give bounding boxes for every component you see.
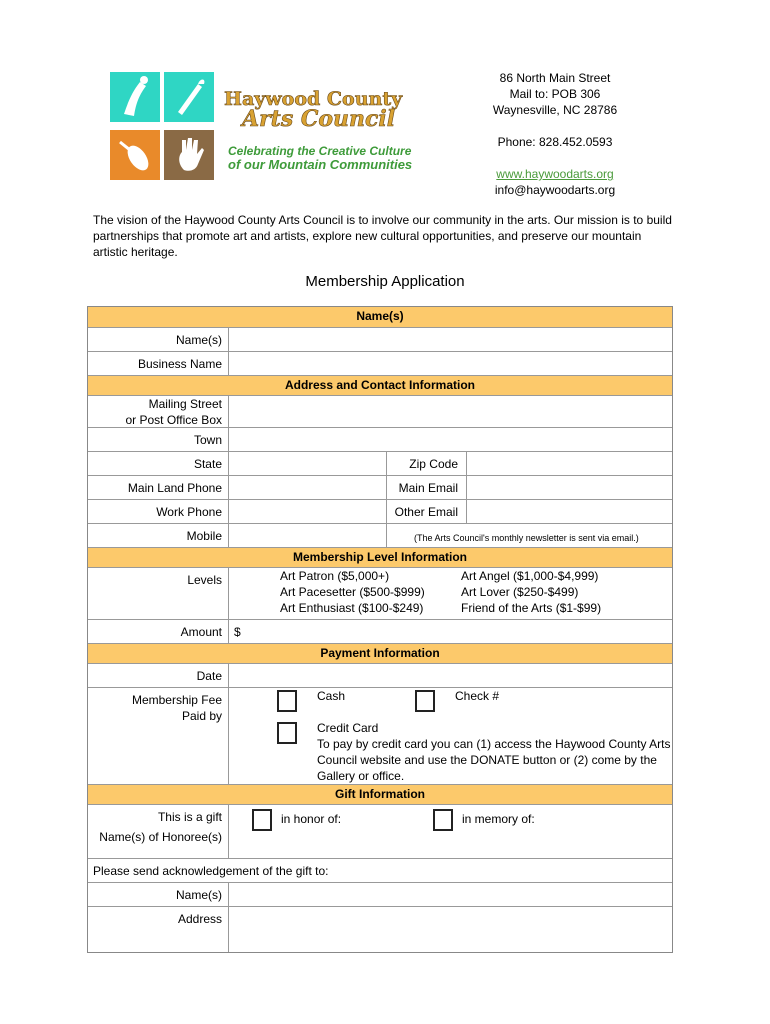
main-email-field[interactable]	[467, 476, 672, 499]
business-name-field[interactable]	[229, 352, 672, 375]
handprint-tile-icon	[164, 130, 214, 180]
names-header: Name(s)	[88, 307, 672, 327]
honor-checkbox[interactable]	[252, 809, 272, 831]
tagline: Celebrating the Creative Culture of our Mountain Communities	[228, 144, 413, 172]
mobile-field[interactable]	[229, 524, 386, 547]
level-art-angel[interactable]: Art Angel ($1,000-$4,999)	[461, 569, 599, 583]
mailing-street-field[interactable]	[229, 396, 672, 427]
page-title: Membership Application	[305, 273, 465, 290]
vision-statement: The vision of the Haywood County Arts Council is to involve our community in the arts. Our mission is to build partnerships that promote art and artists, explore new cultural opportunities, and preserve our mountain artistic heritage.	[93, 213, 672, 259]
level-header: Membership Level Information	[88, 547, 672, 567]
payment-header: Payment Information	[88, 643, 672, 663]
level-friend-of-arts[interactable]: Friend of the Arts ($1-$99)	[461, 601, 602, 615]
cash-checkbox[interactable]	[277, 690, 297, 712]
level-art-enthusiast[interactable]: Art Enthusiast ($100-$249)	[280, 601, 424, 615]
contact-block: 86 North Main Street Mail to: POB 306 Waynesville, NC 28786 Phone: 828.452.0593 www.haywoodarts.org info@haywoodarts.org	[470, 70, 640, 198]
level-art-patron[interactable]: Art Patron ($5,000+)	[280, 569, 390, 583]
paintbrush-tile-icon	[164, 72, 214, 122]
credit-card-checkbox[interactable]	[277, 722, 297, 744]
amount-field[interactable]: $	[234, 625, 241, 639]
town-field[interactable]	[229, 428, 672, 451]
phone: Phone: 828.452.0593	[497, 135, 613, 149]
newsletter-note: (The Arts Council's monthly newsletter is sent via email.)	[414, 533, 639, 543]
level-art-lover[interactable]: Art Lover ($250-$499)	[461, 585, 579, 599]
gift-header: Gift Information	[88, 784, 672, 804]
email[interactable]: info@haywoodarts.org	[494, 183, 616, 197]
dancer-tile-icon	[110, 72, 160, 122]
level-art-pacesetter[interactable]: Art Pacesetter ($500-$999)	[280, 585, 425, 599]
website-link[interactable]: www.haywoodarts.org	[496, 167, 614, 181]
ack-address-field[interactable]	[229, 907, 672, 952]
org-name: Haywood County Arts Council	[224, 88, 403, 132]
memory-checkbox[interactable]	[433, 809, 453, 831]
membership-form: Name(s) Name(s) Business Name Address and Contact Information Mailing Street or Post Office Box Town State Zip Code Main Land Phone Main Email Work Phone Other Email Mobile (The Arts Council's monthly newsletter is sent via email.) Membership Level Information Levels Art Patron ($5,000+) Art Angel ($1,000-$4,999) Art Pacesetter ($500-$999) Art Lover ($250-$499) Art Enthusiast ($100-$249) Friend of the Arts ($1-$99) Amount $ Payment Information Date Membership Fee Paid by Cash Check # Credit Card To pay by credit card you can (1) access the Haywood County Arts Council website and use the DONATE button or (2) come by the Gallery or office. Gift Information This is a gift Name(s) of Honoree(s) in honor of: in memory of: Please send acknowledgement of the gift to: Name(s) Address	[87, 306, 673, 953]
address-header: Address and Contact Information	[88, 375, 672, 395]
logo	[108, 72, 438, 187]
work-phone-field[interactable]	[229, 500, 386, 523]
date-field[interactable]	[229, 664, 672, 687]
other-email-field[interactable]	[467, 500, 672, 523]
main-phone-field[interactable]	[229, 476, 386, 499]
fiddle-tile-icon	[110, 130, 160, 180]
ack-names-field[interactable]	[229, 883, 672, 906]
acknowledgement-label: Please send acknowledgement of the gift to:	[93, 864, 329, 878]
check-checkbox[interactable]	[415, 690, 435, 712]
names-field[interactable]	[229, 328, 672, 351]
zip-code-field[interactable]	[467, 452, 672, 475]
state-field[interactable]	[229, 452, 386, 475]
